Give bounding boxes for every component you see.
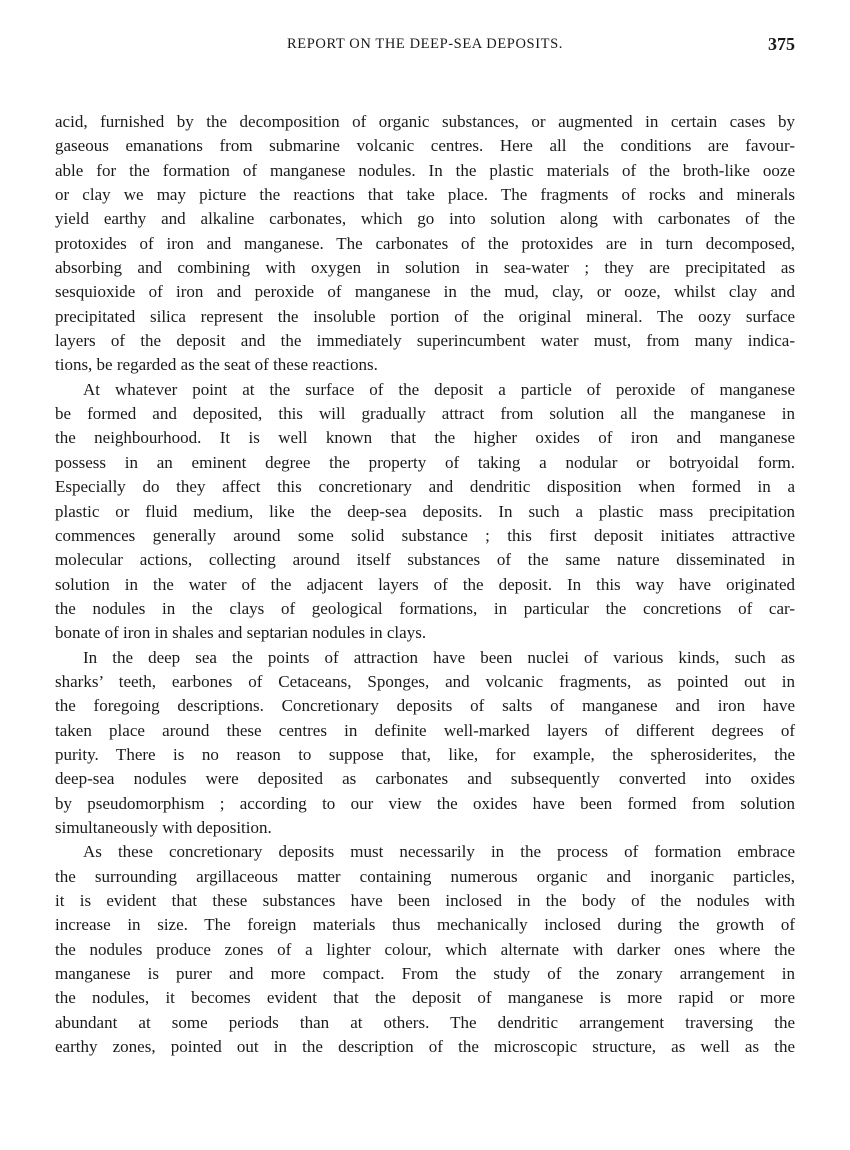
text-line: Especially do they affect this concretionary and dendritic disposition when formed in a: [55, 477, 795, 497]
text-line: layers of the deposit and the immediately superincumbent water must, from many indica-: [55, 331, 795, 351]
paragraph: [55, 646, 795, 841]
page-number: 375: [768, 34, 795, 54]
text-line: possess in an eminent degree the property of taking a nodular or botryoidal form.: [55, 452, 795, 472]
text-line: the neighbourhood. It is well known that the higher oxides of iron and manganese: [55, 428, 795, 448]
text-line: the surrounding argillaceous matter containing numerous organic and inorganic particles,: [55, 866, 795, 886]
text-line: gaseous emanations from submarine volcanic centres. Here all the conditions are favour-: [55, 136, 795, 156]
text-line: molecular actions, collecting around itself substances of the same nature disseminated in: [55, 550, 795, 570]
body-text: [55, 110, 795, 1059]
text-line: As these concretionary deposits must necessarily in the process of formation embrace: [83, 842, 795, 862]
text-line: sesquioxide of iron and peroxide of manganese in the mud, clay, or ooze, whilst clay and: [55, 282, 795, 302]
text-line: increase in size. The foreign materials thus mechanically inclosed during the growth of: [55, 915, 795, 935]
text-line: the nodules, it becomes evident that the deposit of manganese is more rapid or more: [55, 988, 795, 1008]
text-line: sharks’ teeth, earbones of Cetaceans, Sponges, and volcanic fragments, as pointed out in: [55, 671, 795, 691]
text-line: absorbing and combining with oxygen in solution in sea-water ; they are precipitated as: [55, 258, 795, 278]
text-line: it is evident that these substances have been inclosed in the body of the nodules with: [55, 891, 795, 910]
text-line: purity. There is no reason to suppose that, like, for example, the spherosiderites, the: [55, 744, 795, 764]
text-line: plastic or fluid medium, like the deep-sea deposits. In such a plastic mass precipitation: [55, 501, 795, 521]
paragraph: [55, 840, 795, 1059]
text-line: able for the formation of manganese nodules. In the plastic materials of the broth-like ooze: [55, 160, 795, 180]
text-line: bonate of iron in shales and septarian nodules in clays.: [55, 623, 427, 643]
text-line: taken place around these centres in definite well-marked layers of different degrees of: [55, 720, 795, 740]
text-line: solution in the water of the adjacent layers of the deposit. In this way have originated: [55, 574, 795, 594]
text-line: the foregoing descriptions. Concretionary deposits of salts of manganese and iron have: [55, 696, 795, 716]
text-line: tions, be regarded as the seat of these reactions.: [55, 355, 378, 375]
text-line: simultaneously with deposition.: [55, 817, 272, 837]
text-line: precipitated silica represent the insoluble portion of the original mineral. The oozy surface: [55, 306, 795, 326]
text-line: or clay we may picture the reactions that take place. The fragments of rocks and minerals: [55, 185, 795, 205]
running-title: REPORT ON THE DEEP-SEA DEPOSITS.: [286, 36, 563, 52]
running-head: [55, 34, 795, 56]
paragraph: [55, 110, 795, 378]
text-line: manganese is purer and more compact. From the study of the zonary arrangement in: [55, 964, 795, 984]
text-line: earthy zones, pointed out in the description of the microscopic structure, as well as the: [55, 1037, 795, 1057]
text-line: acid, furnished by the decomposition of organic substances, or augmented in certain cases by: [55, 112, 795, 131]
text-line: At whatever point at the surface of the deposit a particle of peroxide of manganese: [83, 379, 795, 399]
text-line: yield earthy and alkaline carbonates, which go into solution along with carbonates of the: [55, 209, 795, 229]
text-line: protoxides of iron and manganese. The carbonates of the protoxides are in turn decomposed,: [55, 233, 795, 253]
text-line: by pseudomorphism ; according to our view the oxides have been formed from solution: [55, 793, 795, 813]
paragraph: [55, 378, 795, 646]
text-line: deep-sea nodules were deposited as carbonates and subsequently converted into oxides: [55, 769, 795, 789]
text-line: commences generally around some solid substance ; this first deposit initiates attractive: [55, 525, 795, 545]
text-line: the nodules produce zones of a lighter colour, which alternate with darker ones where the: [55, 939, 795, 959]
text-line: In the deep sea the points of attraction have been nuclei of various kinds, such as: [83, 647, 795, 667]
text-line: the nodules in the clays of geological formations, in particular the concretions of car-: [55, 598, 795, 618]
text-line: abundant at some periods than at others. The dendritic arrangement traversing the: [55, 1012, 795, 1032]
text-line: be formed and deposited, this will gradually attract from solution all the manganese in: [55, 404, 795, 424]
